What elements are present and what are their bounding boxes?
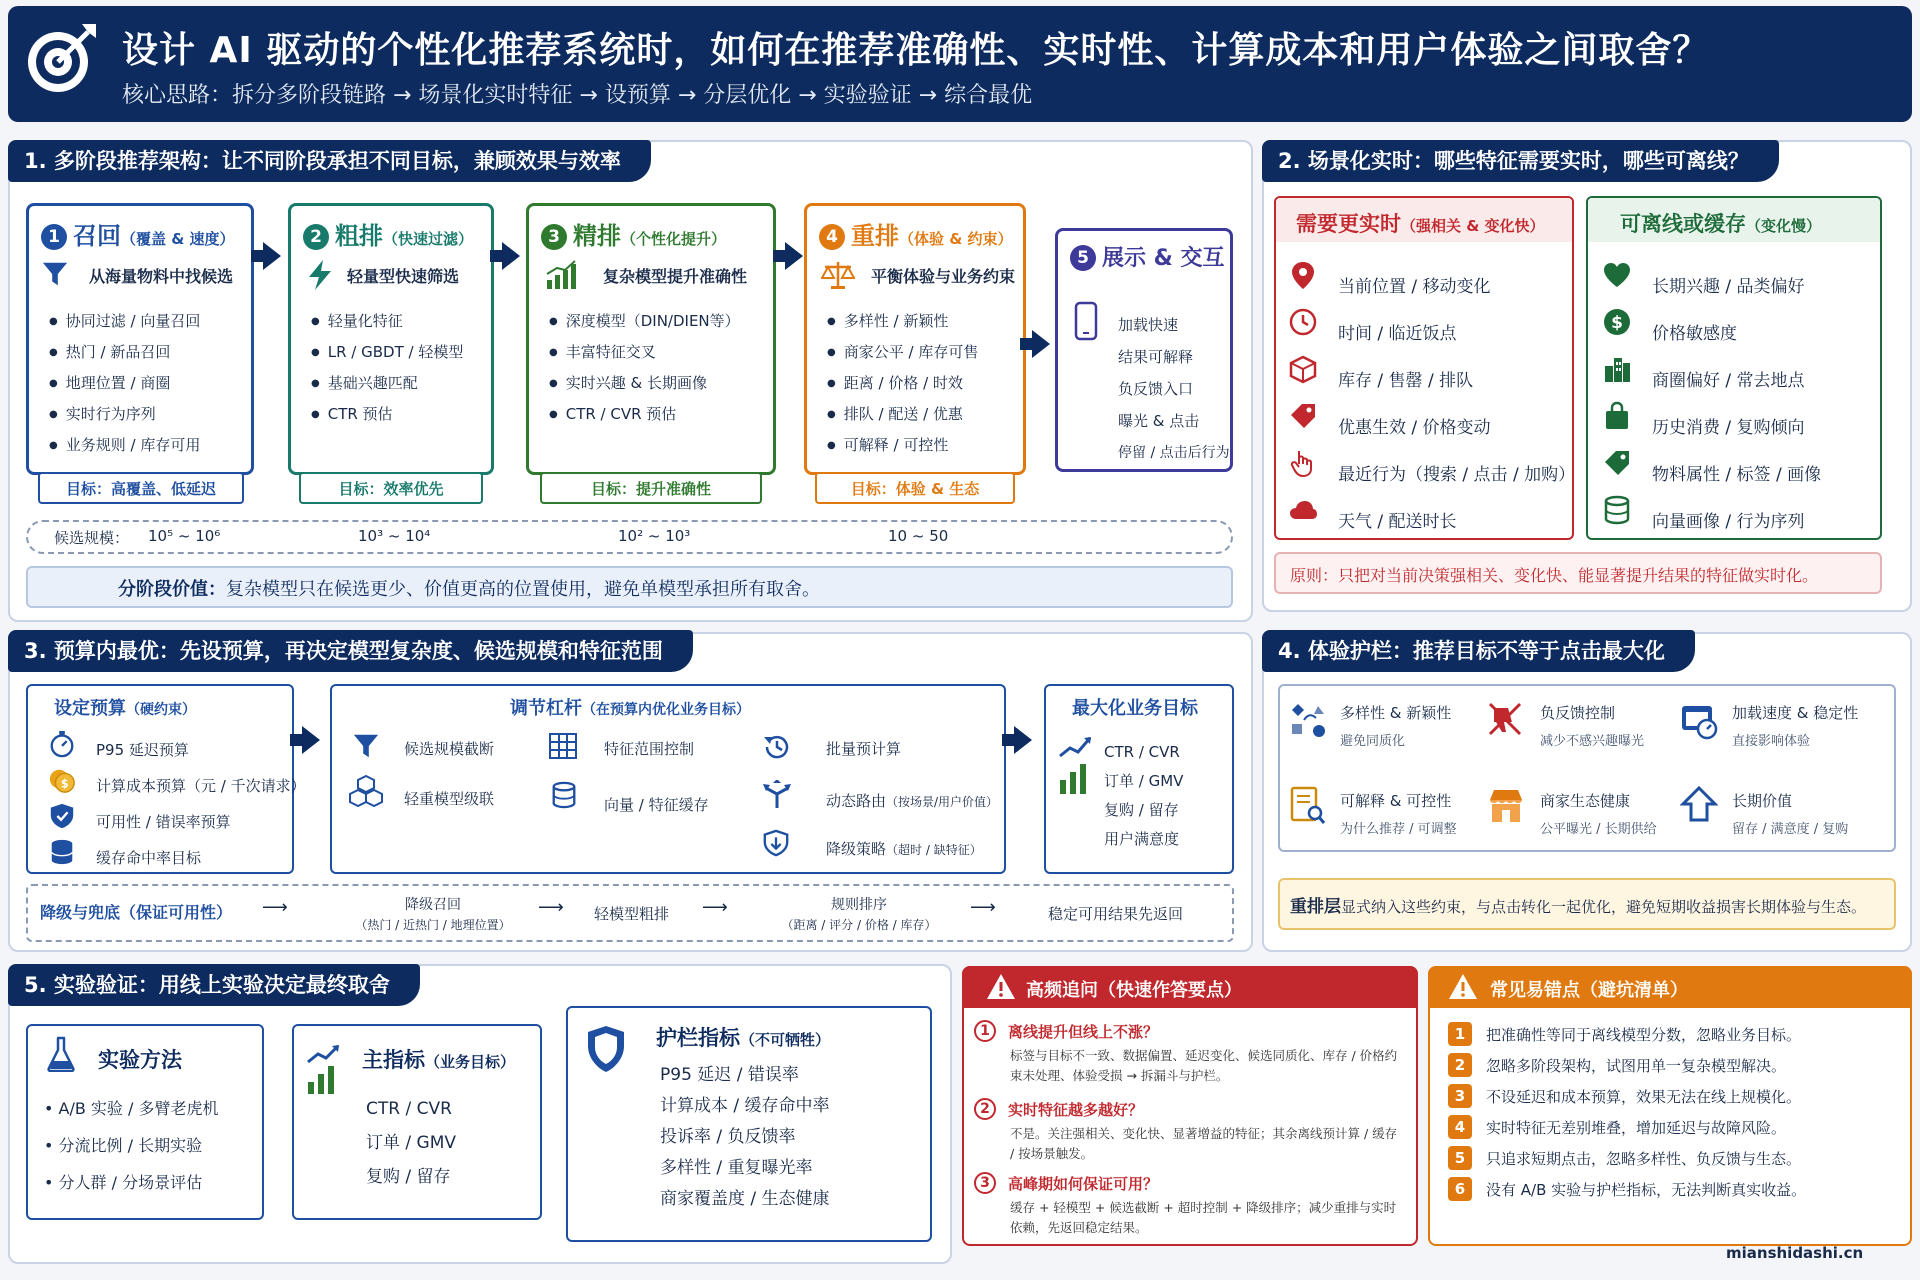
scale-label: 候选规模： — [54, 529, 130, 547]
hand-pointer-icon — [1288, 448, 1318, 478]
display-item-list — [1118, 309, 1230, 469]
list-item: 向量画像 / 行为序列 — [1652, 512, 1805, 532]
section-2-title: 2. 场景化实时：哪些特征需要实时，哪些可离线？ — [1262, 140, 1779, 182]
home-up-arrow-icon — [1680, 786, 1718, 826]
guardrail-desc: 留存 / 满意度 / 复购 — [1732, 822, 1849, 837]
list-item: 多样性 / 重复曝光率 — [660, 1158, 813, 1178]
lever-item: 特征范围控制 — [604, 740, 695, 758]
list-item: ● 排队 / 配送 / 优惠 — [827, 399, 978, 430]
list-item: ● 轻量化特征 — [311, 306, 463, 337]
realtime-list — [1338, 264, 1575, 546]
list-item: 长期兴趣 / 品类偏好 — [1652, 277, 1805, 297]
lever-item: 候选规模截断 — [404, 740, 495, 758]
balance-scale-icon — [821, 260, 855, 290]
list-item-text: 分流比例 / 长期实验 — [58, 1136, 203, 1155]
main-metric-tag: （业务目标） — [425, 1053, 516, 1071]
list-item: CTR / CVR — [366, 1099, 452, 1119]
list-item: • A/B 实验 / 多臂老虎机 — [44, 1099, 219, 1118]
mistake-number: 3 — [1448, 1084, 1472, 1108]
arrow-right-icon — [785, 242, 803, 270]
list-item: ● 商家公平 / 库存可售 — [827, 337, 978, 368]
arrow-right-icon — [263, 242, 281, 270]
stage-goal: 目标：提升准确性 — [540, 472, 762, 504]
list-item: 物料属性 / 标签 / 画像 — [1652, 465, 1822, 485]
stage-number: 4 — [819, 224, 845, 250]
box-icon — [1288, 354, 1318, 384]
budget-title — [54, 694, 196, 720]
stage-name: 展示 & 交互 — [1102, 246, 1225, 271]
lever-title — [510, 694, 750, 720]
stage-value-content: 复杂模型只在候选更少、价值更高的位置使用，避免单模型承担所有取舍。 — [226, 579, 820, 600]
lightning-icon — [307, 260, 333, 290]
tag-icon — [1602, 448, 1632, 478]
list-item: 停留 / 点击后行为 — [1118, 445, 1230, 461]
arrow-right-icon — [1032, 330, 1050, 358]
fallback-label: 降级与兜底（保证可用性） — [40, 903, 233, 922]
list-item: 天气 / 配送时长 — [1338, 512, 1457, 532]
lever-item: 批量预计算 — [826, 740, 902, 758]
arrow-right-icon — [502, 242, 520, 270]
warning-icon — [986, 972, 1016, 1002]
list-item: 加载快速 — [1118, 316, 1179, 334]
shopping-bag-icon — [1602, 401, 1632, 431]
fallback-step: 降级召回 — [405, 897, 461, 913]
list-item: ● LR / GBDT / 轻模型 — [311, 337, 463, 368]
list-item: 负反馈入口 — [1118, 380, 1194, 398]
shield-down-icon — [762, 828, 790, 858]
faq-question: 离线提升但线上不涨？ — [1008, 1023, 1159, 1041]
history-clock-icon — [762, 732, 792, 762]
coins-icon — [48, 766, 76, 794]
list-item: 曝光 & 点击 — [1118, 412, 1200, 430]
price-tag-icon — [1288, 401, 1318, 431]
database-icon — [1602, 495, 1632, 525]
faq-answer: 缓存 + 轻模型 + 候选截断 + 超时控制 + 降级排序；减少重排与实时依赖，先返回稳定结果。 — [1010, 1200, 1397, 1235]
scale-value-coarse: 10³ ~ 10⁴ — [358, 527, 431, 545]
list-item-text: A/B 实验 / 多臂老虎机 — [58, 1099, 219, 1118]
document-search-icon — [1290, 786, 1326, 826]
list-item: 优惠生效 / 价格变动 — [1338, 418, 1491, 438]
bar-chart-icon — [545, 260, 577, 290]
list-item: ● 距离 / 价格 / 时效 — [827, 368, 978, 399]
list-item: ● 丰富特征交叉 — [549, 337, 740, 368]
mistake-text: 把准确性等同于离线模型分数，忽略业务目标。 — [1486, 1026, 1802, 1044]
method-title: 实验方法 — [98, 1048, 182, 1072]
guardrail-title: 商家生态健康 — [1540, 792, 1631, 810]
mistake-item — [1448, 1082, 1898, 1113]
growth-chart-icon — [306, 1044, 340, 1096]
list-item: 投诉率 / 负反馈率 — [660, 1127, 796, 1147]
fallback-note: （热门 / 近热门 / 地理位置） — [355, 918, 511, 932]
dollar-icon — [1602, 307, 1632, 337]
shield-icon — [48, 802, 76, 830]
mistake-text: 只追求短期点击，忽略多样性、负反馈与生态。 — [1486, 1150, 1802, 1168]
list-item: 库存 / 售罄 / 排队 — [1338, 371, 1474, 391]
mistakes-title: 常见易错点（避坑清单） — [1490, 980, 1688, 1001]
funnel-icon — [352, 732, 380, 760]
list-item: 商家覆盖度 / 生态健康 — [660, 1189, 830, 1209]
mistake-item — [1448, 1020, 1898, 1051]
method-list — [44, 1090, 219, 1201]
lever-item-degrade — [826, 838, 982, 859]
heart-icon — [1602, 260, 1632, 290]
list-item: • 分流比例 / 长期实验 — [44, 1136, 203, 1155]
stage-number: 5 — [1070, 245, 1096, 271]
mistake-item — [1448, 1175, 1898, 1206]
stage-subtitle: 从海量物料中找候选 — [89, 267, 234, 286]
lever-item-route — [826, 790, 998, 811]
lever-item: 轻重模型级联 — [404, 790, 495, 808]
mistake-item — [1448, 1051, 1898, 1082]
list-item: 用户满意度 — [1104, 830, 1180, 848]
fallback-step: 规则排序 — [831, 897, 887, 913]
mistake-text: 忽略多阶段架构，试图用单一复杂模型解决。 — [1486, 1057, 1787, 1075]
stage-tag: （个性化提升） — [621, 230, 727, 248]
main-metric-title-text: 主指标 — [362, 1048, 425, 1072]
lever-item: 降级策略 — [826, 840, 887, 858]
stage-goal: 目标：高覆盖、低延迟 — [38, 472, 244, 504]
stage-item-list — [827, 306, 978, 461]
stage-item-list — [549, 306, 740, 430]
stage-number: 2 — [303, 224, 329, 250]
flow-arrow-icon: ⟶ — [538, 897, 564, 918]
stage-subtitle: 轻量型快速筛选 — [347, 267, 460, 286]
list-item: 时间 / 临近饭点 — [1338, 324, 1457, 344]
stage-number: 3 — [541, 224, 567, 250]
phone-icon — [1074, 301, 1098, 341]
list-item: ● 实时行为序列 — [49, 399, 200, 430]
cubes-icon — [348, 774, 384, 810]
offline-title — [1620, 208, 1821, 238]
stage-number: 1 — [41, 224, 67, 250]
lever-item: 动态路由 — [826, 792, 887, 810]
stage-tag: （覆盖 & 速度） — [121, 230, 235, 248]
guardrail-title: 可解释 & 可控性 — [1340, 792, 1452, 810]
guardrail-desc: 直接影响体验 — [1732, 734, 1811, 749]
list-item: P95 延迟 / 错误率 — [660, 1065, 799, 1085]
guard-metric-tag: （不可牺牲） — [740, 1031, 831, 1049]
stage-recall — [26, 203, 254, 475]
stage-tag: （快速过滤） — [383, 230, 474, 248]
list-item: 计算成本 / 缓存命中率 — [660, 1096, 830, 1116]
thumbs-down-cancel-icon — [1486, 700, 1526, 740]
stage-fine-rank — [526, 203, 776, 475]
guardrail-desc: 减少不感兴趣曝光 — [1540, 734, 1645, 749]
offline-title-text: 可离线或缓存 — [1620, 212, 1746, 236]
stage-name: 粗排 — [335, 222, 383, 250]
list-item: ● CTR 预估 — [311, 399, 463, 430]
mistake-item — [1448, 1144, 1898, 1175]
page-title: 设计 AI 驱动的个性化推荐系统时，如何在推荐准确性、实时性、计算成本和用户体验之间取舍？ — [122, 30, 1710, 71]
scale-value-rerank: 10 ~ 50 — [888, 527, 949, 545]
stage-subtitle: 复杂模型提升准确性 — [603, 267, 748, 286]
mistake-text: 实时特征无差别堆叠，增加延迟与故障风险。 — [1486, 1119, 1787, 1137]
list-item: 结果可解释 — [1118, 348, 1194, 366]
main-metric-list — [366, 1092, 456, 1194]
mistake-number: 4 — [1448, 1115, 1472, 1139]
stage-value-label: 分阶段价值： — [118, 579, 226, 600]
list-item: CTR / CVR — [1104, 743, 1180, 761]
fallback-note: （距离 / 评分 / 价格 / 库存） — [781, 918, 937, 932]
faq-answer: 标签与目标不一致、数据偏置、延迟变化、候选同质化、库存 / 价格约束未处理、体验受损 → 拆漏斗与护栏。 — [1010, 1048, 1398, 1083]
svg-text:$: $ — [1611, 313, 1623, 333]
stopwatch-icon — [48, 730, 76, 758]
section-5-title: 5. 实验验证：用线上实验决定最终取舍 — [8, 964, 420, 1006]
guardrail-title: 负反馈控制 — [1540, 704, 1616, 722]
list-item: ● 深度模型（DIN/DIEN等） — [549, 306, 740, 337]
guardrail-desc: 为什么推荐 / 可调整 — [1340, 822, 1457, 837]
list-item: 复购 / 留存 — [366, 1167, 451, 1187]
guard-metric-title-text: 护栏指标 — [656, 1026, 740, 1050]
stage-value-text — [118, 575, 820, 601]
arrow-right-icon — [302, 726, 320, 754]
mistake-number: 6 — [1448, 1177, 1472, 1201]
lever-note: （超时 / 缺特征） — [886, 843, 982, 857]
maximize-title: 最大化业务目标 — [1072, 698, 1198, 719]
stage-item-list — [311, 306, 463, 430]
stage-coarse-rank — [288, 203, 494, 475]
list-item: 订单 / GMV — [366, 1133, 457, 1153]
table-grid-icon — [548, 732, 578, 760]
list-item: 商圈偏好 / 常去地点 — [1652, 371, 1805, 391]
list-item: ● 实时兴趣 & 长期画像 — [549, 368, 740, 399]
faq-answer: 不是。关注强相关、变化快、显著增益的特征；其余离线预计算 / 缓存 / 按场景触发。 — [1010, 1126, 1398, 1161]
guard-metric-title — [656, 1022, 830, 1052]
funnel-icon — [41, 260, 69, 288]
faq-number: 3 — [974, 1172, 996, 1194]
list-item: P95 延迟预算 — [96, 741, 189, 759]
mistake-number: 1 — [1448, 1022, 1472, 1046]
list-item: ● 基础兴趣匹配 — [311, 368, 463, 399]
list-item: 可用性 / 错误率预算 — [96, 813, 231, 831]
faq-title: 高频追问（快速作答要点） — [1026, 980, 1242, 1001]
fallback-step: 稳定可用结果先返回 — [1048, 905, 1184, 923]
list-item: 订单 / GMV — [1104, 772, 1184, 790]
budget-title-text: 设定预算 — [54, 698, 126, 719]
list-item: 价格敏感度 — [1652, 324, 1737, 344]
page-subtitle: 核心思路：拆分多阶段链路 → 场景化实时特征 → 设预算 → 分层优化 → 实验验证 → 综合最优 — [122, 83, 1033, 108]
route-split-icon — [762, 780, 792, 810]
section-1-title: 1. 多阶段推荐架构：让不同阶段承担不同目标，兼顾效果与效率 — [8, 140, 651, 182]
clock-icon — [1288, 307, 1318, 337]
stage-name: 重排 — [851, 222, 899, 250]
database-icon — [550, 780, 578, 810]
list-item: 最近行为（搜索 / 点击 / 加购） — [1338, 465, 1576, 485]
list-item: ● 地理位置 / 商圈 — [49, 368, 200, 399]
list-item: ● 可解释 / 可控性 — [827, 430, 978, 461]
list-item: ● CTR / CVR 预估 — [549, 399, 740, 430]
maximize-list — [1104, 738, 1183, 854]
arrow-right-icon — [1014, 726, 1032, 754]
stage-goal: 目标：体验 & 生态 — [815, 472, 1015, 504]
list-item: 历史消费 / 复购倾向 — [1652, 418, 1805, 438]
offline-tag: （变化慢） — [1746, 217, 1822, 235]
cloud-icon — [1288, 495, 1318, 525]
list-item: 缓存命中率目标 — [96, 849, 202, 867]
fallback-step: 轻模型粗排 — [594, 905, 670, 923]
watermark: mianshidashi.cn — [1726, 1244, 1864, 1262]
guardrail-title: 加载速度 & 稳定性 — [1732, 704, 1859, 722]
guardrail-desc: 公平曝光 / 长期供给 — [1540, 822, 1657, 837]
list-item: 计算成本预算（元 / 千次请求） — [96, 777, 306, 795]
lever-note: （按场景/用户价值） — [886, 795, 999, 809]
stage-tag: （体验 & 约束） — [899, 230, 1013, 248]
svg-text:$: $ — [60, 777, 69, 791]
list-item: 当前位置 / 移动变化 — [1338, 277, 1491, 297]
list-item: • 分人群 / 分场景评估 — [44, 1173, 203, 1192]
target-icon — [22, 18, 102, 98]
faq-number: 2 — [974, 1098, 996, 1120]
mistake-number: 5 — [1448, 1146, 1472, 1170]
stage-name: 召回 — [73, 222, 121, 250]
guardrail-title: 长期价值 — [1732, 792, 1793, 810]
stage-goal: 目标：效率优先 — [299, 472, 483, 504]
store-icon — [1486, 786, 1526, 826]
section-3-title: 3. 预算内最优：先设预算，再决定模型复杂度、候选规模和特征范围 — [8, 630, 693, 672]
mistake-number: 2 — [1448, 1053, 1472, 1077]
flow-arrow-icon: ⟶ — [702, 897, 728, 918]
list-item: ● 业务规则 / 库存可用 — [49, 430, 200, 461]
principle-text: 原则：只把对当前决策强相关、变化快、能显著提升结果的特征做实时化。 — [1290, 566, 1819, 585]
list-item: ● 协同过滤 / 向量召回 — [49, 306, 200, 337]
main-metric-title — [362, 1044, 515, 1074]
mistake-item — [1448, 1113, 1898, 1144]
list-item: ● 多样性 / 新颖性 — [827, 306, 978, 337]
stage-display — [1055, 228, 1233, 472]
realtime-tag: （强相关 & 变化快） — [1401, 217, 1545, 235]
faq-number: 1 — [974, 1020, 996, 1042]
guard-metric-list — [660, 1060, 830, 1215]
flow-arrow-icon: ⟶ — [970, 897, 996, 918]
scale-value-fine: 10² ~ 10³ — [618, 527, 691, 545]
budget-list — [96, 732, 306, 876]
flask-icon — [46, 1036, 76, 1072]
lever-item: 向量 / 特征缓存 — [604, 796, 709, 814]
guardrail-note-bold: 重排层 — [1290, 897, 1341, 917]
shuffle-shapes-icon — [1290, 702, 1328, 740]
stage-item-list — [49, 306, 200, 461]
faq-question: 高峰期如何保证可用？ — [1008, 1175, 1159, 1193]
list-item: 复购 / 留存 — [1104, 801, 1179, 819]
stage-name: 精排 — [573, 222, 621, 250]
flow-arrow-icon: ⟶ — [262, 897, 288, 918]
warning-icon — [1448, 972, 1478, 1002]
guardrail-desc: 避免同质化 — [1340, 734, 1406, 749]
speed-window-icon — [1680, 702, 1718, 740]
mistakes-list — [1448, 1020, 1898, 1206]
section-4-title: 4. 体验护栏：推荐目标不等于点击最大化 — [1262, 630, 1695, 672]
mistake-text: 不设延迟和成本预算，效果无法在线上规模化。 — [1486, 1088, 1802, 1106]
guardrail-note — [1290, 892, 1866, 917]
guardrail-title: 多样性 & 新颖性 — [1340, 704, 1452, 722]
guardrail-note-text: 显式纳入这些约束，与点击转化一起优化，避免短期收益损害长期体验与生态。 — [1341, 898, 1867, 916]
stage-rerank — [804, 203, 1026, 475]
stage-subtitle: 平衡体验与业务约束 — [871, 267, 1016, 286]
faq-question: 实时特征越多越好？ — [1008, 1101, 1144, 1119]
database-icon — [48, 838, 76, 866]
growth-chart-icon — [1058, 736, 1092, 796]
list-item-text: 分人群 / 分场景评估 — [58, 1173, 203, 1192]
location-pin-icon — [1288, 260, 1318, 290]
budget-tag: （硬约束） — [126, 702, 196, 718]
scale-value-recall: 10⁵ ~ 10⁶ — [148, 527, 221, 545]
offline-list — [1652, 264, 1821, 546]
realtime-title — [1296, 208, 1545, 238]
list-item: ● 热门 / 新品召回 — [49, 337, 200, 368]
shield-icon — [584, 1024, 628, 1074]
lever-title-text: 调节杠杆 — [510, 698, 582, 719]
lever-tag: （在预算内优化业务目标） — [582, 702, 750, 718]
building-icon — [1602, 354, 1632, 384]
mistake-text: 没有 A/B 实验与护栏指标，无法判断真实收益。 — [1486, 1181, 1807, 1199]
realtime-title-text: 需要更实时 — [1296, 212, 1401, 236]
